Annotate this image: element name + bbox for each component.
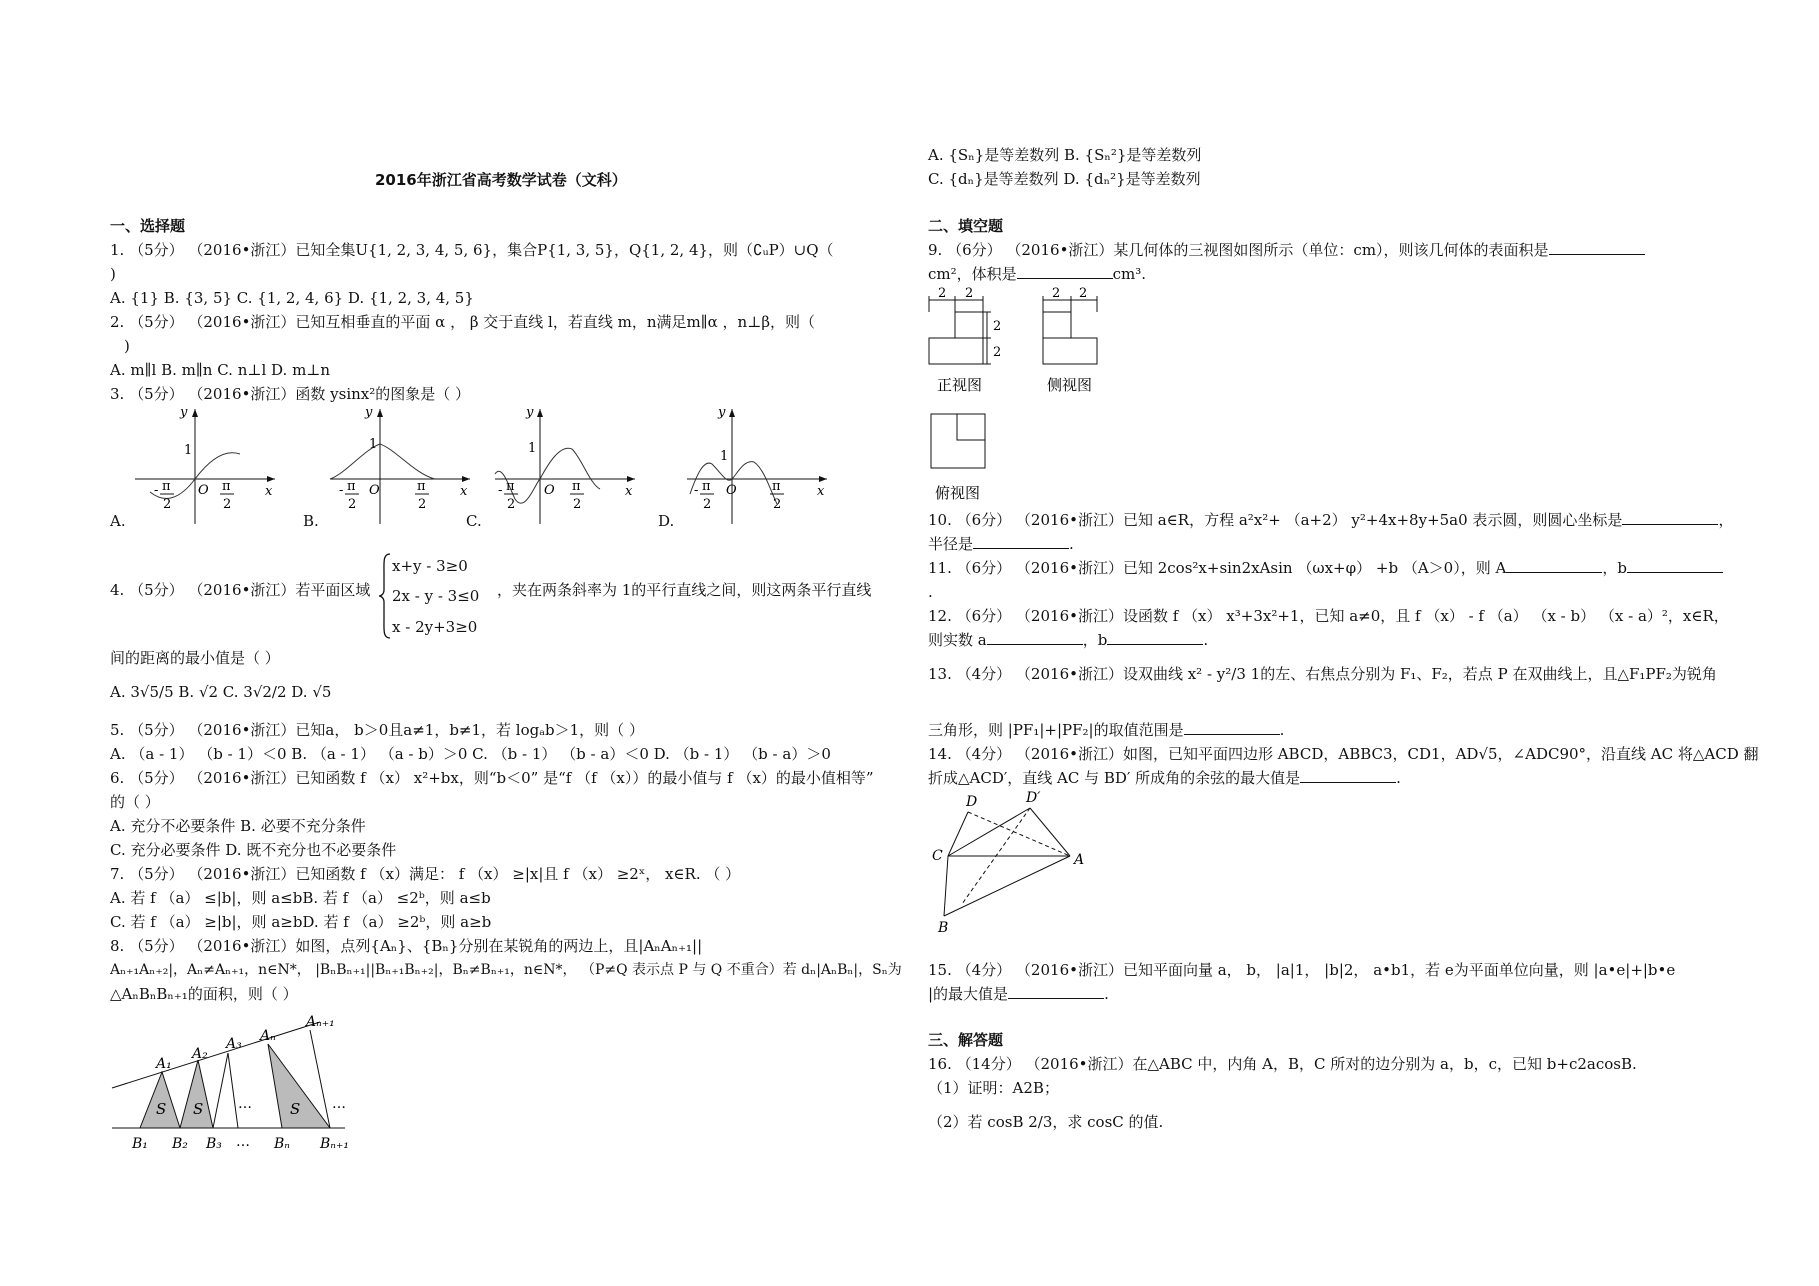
tick-one: 1 xyxy=(184,443,193,458)
q3-graph-a xyxy=(130,404,280,529)
q16-part-2: （2）若 cosB 2/3，求 cosC 的值. xyxy=(928,1113,1164,1131)
q3-label-d: D. xyxy=(658,512,675,530)
q9-text: 9. （6分） （2016•浙江）某几何体的三视图如图所示（单位：cm），则该几何体的表面积是 xyxy=(928,240,1645,260)
svg-text:2: 2 xyxy=(993,345,1002,360)
label-b: B xyxy=(938,920,949,936)
svg-text:2: 2 xyxy=(223,497,232,512)
q1-text-cont: ) xyxy=(110,265,116,283)
label-front-view: 正视图 xyxy=(937,376,983,394)
svg-text:2: 2 xyxy=(965,286,974,301)
svg-text:y: y xyxy=(718,405,726,420)
label-d-prime: D′ xyxy=(1026,790,1041,806)
label-c: C xyxy=(932,848,943,864)
q8-text-cont: Aₙ₊₁Aₙ₊₂|，Aₙ≠Aₙ₊₁，n∈N*， |BₙBₙ₊₁||Bₙ₊₁Bₙ₊₂|，Bₙ≠Bₙ₊₁，n∈N*， （P≠Q 表示点 P 与 Q 不重合）若 dₙ|AₙBₙ|，Sₙ为 xyxy=(110,962,902,978)
tick-pi: π xyxy=(162,479,171,494)
svg-text:O: O xyxy=(726,483,737,498)
q4-brace xyxy=(378,552,392,640)
svg-text:π: π xyxy=(702,479,711,494)
label-a1: A₁ xyxy=(156,1056,172,1072)
svg-text:2: 2 xyxy=(938,286,947,301)
q3-graph-b xyxy=(325,404,475,529)
label-bdots: … xyxy=(236,1134,250,1150)
q8-text-cont-2: △AₙBₙBₙ₊₁的面积，则（ ） xyxy=(110,985,298,1003)
q6-text-cont: 的（ ） xyxy=(110,793,160,811)
q12-text: 12. （6分） （2016•浙江）设函数 f （x） x³+3x²+1，已知 a≠0，且 f （x） - f （a） （x - b） （x - a）²，x∈R， xyxy=(928,607,1729,625)
y-axis-label: y xyxy=(180,405,188,420)
q2-options: A. m∥l B. m∥n C. n⊥l D. m⊥n xyxy=(110,361,331,379)
section-choice-heading: 一、选择题 xyxy=(110,217,186,235)
q4-text-post: ，夹在两条斜率为 1的平行直线之间，则这两条平行直线 xyxy=(497,581,872,599)
svg-text:π: π xyxy=(417,479,426,494)
label-a2: A₂ xyxy=(192,1046,208,1062)
svg-text:2: 2 xyxy=(507,497,516,512)
q1-options: A. {1} B. {3, 5} C. {1, 2, 4, 6} D. {1, 2, 3, 4, 5} xyxy=(110,289,474,307)
label-an: Aₙ xyxy=(260,1028,276,1044)
label-side-view: 侧视图 xyxy=(1047,376,1093,394)
q6-options-1: A. 充分不必要条件 B. 必要不充分条件 xyxy=(110,817,366,835)
q7-text: 7. （5分） （2016•浙江）已知函数 f （x）满足： f （x） ≥|x|且 f （x） ≥2ˣ， x∈R. （ ） xyxy=(110,865,741,883)
q9-text-cont: cm²，体积是 cm³. xyxy=(928,265,1147,283)
q9-three-views xyxy=(925,286,1125,508)
svg-text:x: x xyxy=(817,484,825,499)
q15-text-cont: |的最大值是 . xyxy=(928,985,1109,1003)
q4-options: A. 3√5/5 B. √2 C. 3√2/2 D. √5 xyxy=(110,683,332,701)
q3-label-b: B. xyxy=(303,512,319,530)
q16-text: 16. （14分） （2016•浙江）在△ABC 中，内角 A，B，C 所对的边分别为 a，b，c，已知 b+c2acosB. xyxy=(928,1055,1637,1073)
q6-text: 6. （5分） （2016•浙江）已知函数 f （x） x²+bx，则“b＜0” 是“f （f （x））的最小值与 f （x）的最小值相等” xyxy=(110,769,874,787)
svg-text:O: O xyxy=(544,483,555,498)
svg-text:x: x xyxy=(460,484,468,499)
q7-options-1: A. 若 f （a） ≤|b|，则 a≤bB. 若 f （a） ≤2ᵇ，则 a≤b xyxy=(110,889,491,907)
svg-text:π: π xyxy=(772,479,781,494)
label-dots-right: … xyxy=(332,1096,346,1112)
q1-text: 1. （5分） （2016•浙江）已知全集U{1, 2, 3, 4, 5, 6}，集合P{1, 3, 5}，Q{1, 2, 4}，则（∁ᵤP）∪Q（ xyxy=(110,241,834,259)
svg-text:π: π xyxy=(222,479,231,494)
svg-text:-: - xyxy=(154,483,159,498)
q16-part-1: （1）证明：A2B； xyxy=(928,1079,1059,1097)
q7-options-2: C. 若 f （a） ≥|b|，则 a≥bD. 若 f （a） ≥2ᵇ，则 a≥b xyxy=(110,913,492,931)
x-axis-label: x xyxy=(265,484,273,499)
q8-sequence-figure xyxy=(110,1008,370,1156)
label-s1: S xyxy=(156,1100,167,1118)
q3-graph-d xyxy=(682,404,832,529)
svg-text:1: 1 xyxy=(720,449,729,464)
svg-text:O: O xyxy=(369,483,380,498)
q10-text-cont: 半径是 . xyxy=(928,535,1074,553)
svg-text:π: π xyxy=(572,479,581,494)
q11-text: 11. （6分） （2016•浙江）已知 2cos²x+sin2xAsin （ωx+φ） +b （A＞0），则 A ，b xyxy=(928,558,1723,578)
svg-text:x: x xyxy=(625,484,633,499)
q14-quadrilateral-figure xyxy=(928,786,1098,936)
q14-text-cont: 折成△ACD′，直线 AC 与 BD′ 所成角的余弦的最大值是 . xyxy=(928,769,1401,787)
label-b2: B₂ xyxy=(172,1136,188,1152)
svg-text:2: 2 xyxy=(993,319,1002,334)
label-top-view: 俯视图 xyxy=(935,484,981,502)
q4-ineq-3: x - 2y+3≥0 xyxy=(392,618,478,636)
section-fill-heading: 二、填空题 xyxy=(928,217,1004,235)
label-a: A xyxy=(1074,852,1085,868)
svg-text:y: y xyxy=(365,405,373,420)
origin-label: O xyxy=(198,483,209,498)
q4-text-pre: 4. （5分） （2016•浙江）若平面区域 xyxy=(110,581,371,599)
svg-text:-: - xyxy=(694,483,699,498)
svg-text:2: 2 xyxy=(1052,286,1061,301)
q5-text: 5. （5分） （2016•浙江）已知a， b＞0且a≠1，b≠1，若 logₐb＞1，则（ ） xyxy=(110,721,644,739)
svg-text:π: π xyxy=(347,479,356,494)
svg-text:2: 2 xyxy=(1079,286,1088,301)
q11-text-cont: . xyxy=(928,583,933,601)
page-title: 2016年浙江省高考数学试卷（文科） xyxy=(375,171,627,189)
section-answer-heading: 三、解答题 xyxy=(928,1031,1004,1049)
svg-text:2: 2 xyxy=(418,497,427,512)
svg-text:π: π xyxy=(506,479,515,494)
q2-text: 2. （5分） （2016•浙江）已知互相垂直的平面 α ， β 交于直线 l，若直线 m，n满足m∥α ，n⊥β，则（ xyxy=(110,313,815,331)
q3-label-c: C. xyxy=(466,512,482,530)
label-sn: S xyxy=(290,1100,301,1118)
svg-text:1: 1 xyxy=(369,437,378,452)
q13-text: 13. （4分） （2016•浙江）设双曲线 x² - y²/3 1的左、右焦点分别为 F₁、F₂，若点 P 在双曲线上，且△F₁PF₂为锐角 xyxy=(928,665,1717,683)
q8-text: 8. （5分） （2016•浙江）如图，点列{Aₙ}、{Bₙ}分别在某锐角的两边上，且|AₙAₙ₊₁|| xyxy=(110,937,703,955)
q13-text-cont: 三角形，则 |PF₁|+|PF₂|的取值范围是 . xyxy=(928,721,1285,739)
svg-text:2: 2 xyxy=(773,497,782,512)
q6-options-2: C. 充分必要条件 D. 既不充分也不必要条件 xyxy=(110,841,397,859)
label-b3: B₃ xyxy=(206,1136,222,1152)
label-d: D xyxy=(966,794,978,810)
q2-text-cont: ) xyxy=(124,337,130,355)
svg-text:-: - xyxy=(498,483,503,498)
q5-options: A. （a - 1） （b - 1）＜0 B. （a - 1） （a - b）＞0 C. （b - 1） （b - a）＜0 D. （b - 1） （b - a）＞0 xyxy=(110,745,831,763)
q8-options-2: C. {dₙ}是等差数列 D. {dₙ²}是等差数列 xyxy=(928,170,1201,188)
q4-ineq-2: 2x - y - 3≤0 xyxy=(392,587,480,605)
q15-text: 15. （4分） （2016•浙江）已知平面向量 a， b， |a|1， |b|2， a•b1，若 e为平面单位向量，则 |a•e|+|b•e xyxy=(928,961,1676,979)
q4-ineq-1: x+y - 3≥0 xyxy=(392,557,468,575)
q14-text: 14. （4分） （2016•浙江）如图，已知平面四边形 ABCD，ABBC3，CD1，AD√5，∠ADC90°，沿直线 AC 将△ACD 翻 xyxy=(928,745,1759,763)
label-s2: S xyxy=(193,1100,204,1118)
q10-text: 10. （6分） （2016•浙江）已知 a∈R，方程 a²x²+ （a+2） y²+4x+8y+5a0 表示圆，则圆心坐标是 ， xyxy=(928,511,1734,529)
label-bn: Bₙ xyxy=(274,1136,290,1152)
label-a3: A₃ xyxy=(226,1036,242,1052)
q12-text-cont: 则实数 a ，b . xyxy=(928,631,1209,649)
label-bn1: Bₙ₊₁ xyxy=(320,1136,349,1152)
label-b1: B₁ xyxy=(132,1136,148,1152)
svg-text:-: - xyxy=(339,483,344,498)
svg-text:1: 1 xyxy=(528,441,537,456)
q3-label-a: A. xyxy=(110,512,126,530)
q4-text-cont: 间的距离的最小值是（ ） xyxy=(110,649,280,667)
svg-text:2: 2 xyxy=(348,497,357,512)
svg-text:2: 2 xyxy=(703,497,712,512)
tick-two: 2 xyxy=(163,497,172,512)
svg-text:y: y xyxy=(526,405,534,420)
label-dots-mid: … xyxy=(238,1096,252,1112)
q8-options-1: A. {Sₙ}是等差数列 B. {Sₙ²}是等差数列 xyxy=(928,146,1202,164)
label-an1: Aₙ₊₁ xyxy=(306,1014,335,1030)
q3-graph-c xyxy=(490,404,640,529)
q3-text: 3. （5分） （2016•浙江）函数 ysinx²的图象是（ ） xyxy=(110,385,471,403)
svg-text:2: 2 xyxy=(573,497,582,512)
